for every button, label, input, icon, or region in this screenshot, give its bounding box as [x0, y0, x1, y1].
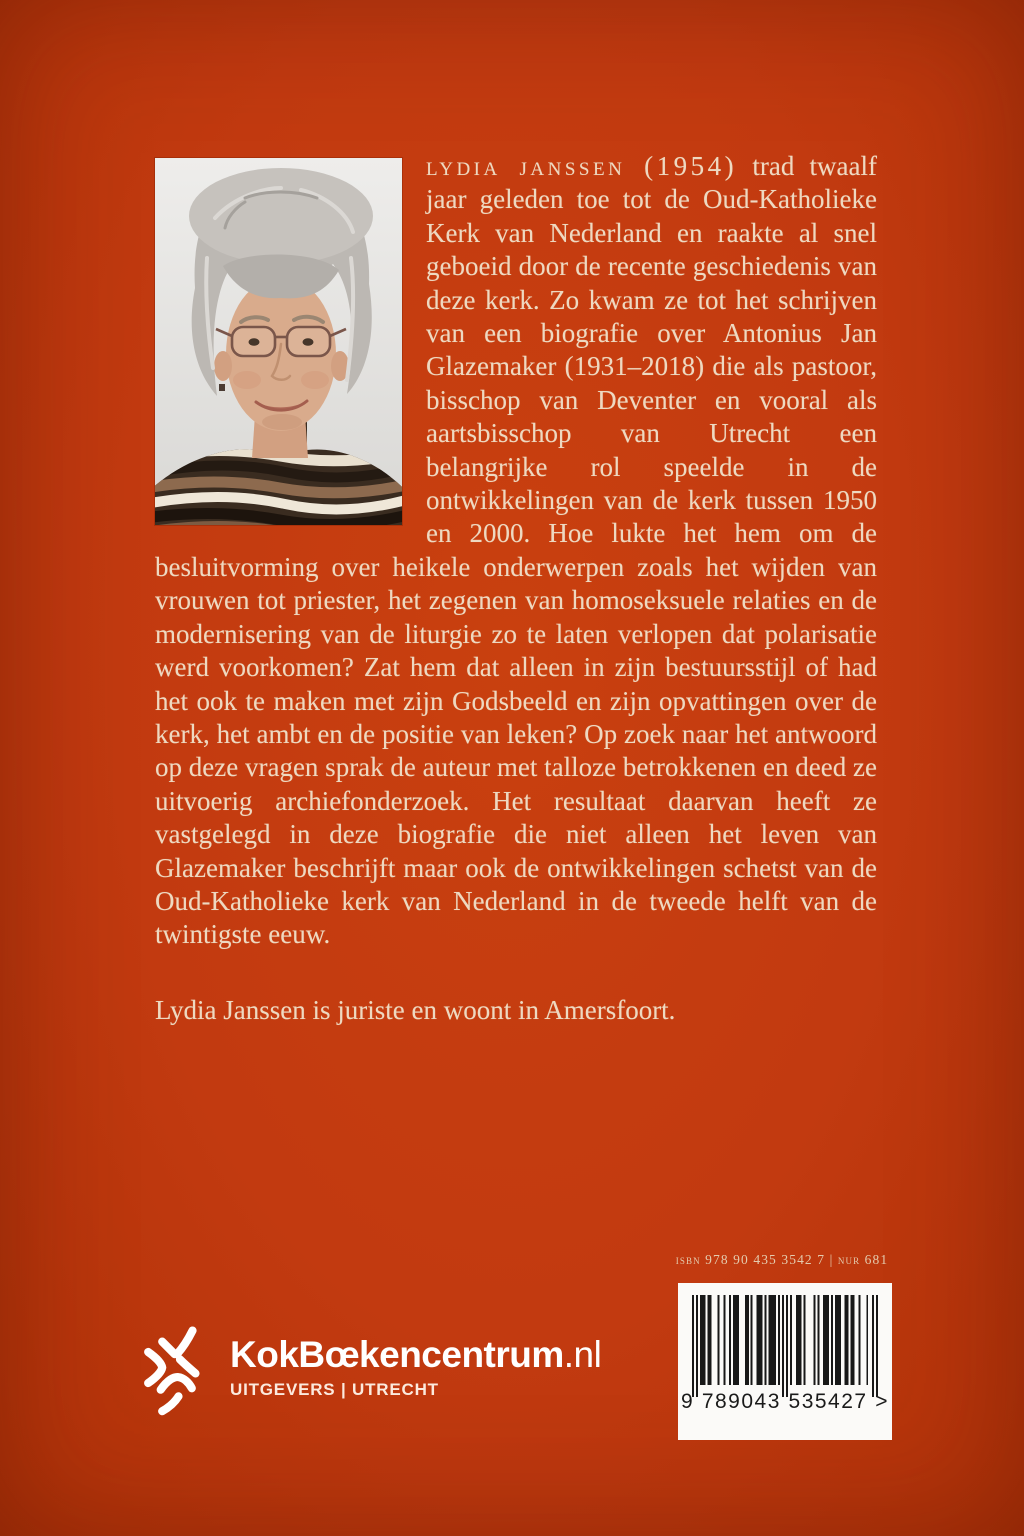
- blurb-paragraph: [155, 150, 877, 952]
- publisher-name-main: KokBœkencentrum: [230, 1334, 564, 1375]
- barcode-digits: [681, 1391, 889, 1412]
- barcode-panel: [678, 1283, 892, 1440]
- barcode-bars: [692, 1295, 878, 1397]
- publisher-name-suffix: .nl: [563, 1334, 602, 1375]
- publisher-name: [230, 1336, 601, 1373]
- barcode-quiet-zone-arrow: >: [875, 1390, 889, 1413]
- blurb-text-block: [155, 150, 877, 1027]
- isbn-nur-line: isbn 978 90 435 3542 7 | nur 681: [675, 1252, 889, 1267]
- barcode-digits-right-group: 535427: [788, 1390, 868, 1413]
- author-note: Lydia Janssen is juriste en woont in Amersfoort.: [155, 994, 676, 1025]
- author-photo: [155, 158, 402, 525]
- blurb-body: trad twaalf jaar geleden toe tot de Oud-Katholieke Kerk van Nederland en raakte al snel geboeid door de recente geschiedenis van deze kerk. Zo kwam ze tot het schrijven van een biografie over Antonius Jan Glazemaker (1931–2018) die als pastoor, bisschop van Deventer en vooral als aartsbisschop van Utrecht een belangrijke rol speelde in de ontwikkelingen van de kerk tussen 1950 en 2000. Hoe lukte het hem om de besluitvorming over heikele onderwerpen zoals het wijden van vrouwen tot priester, het zegenen van homoseksuele relaties en de modernisering van de liturgie zo te laten verlopen dat polarisatie werd voorkomen? Zat hem dat alleen in zijn bestuursstijl of had het ook te maken met zijn Godsbeeld en zijn opvattingen over de kerk, het ambt en de positie van leken? Op zoek naar het antwoord op deze vragen sprak de auteur met talloze betrokkenen en deed ze uitvoerig archiefonderzoek. Het resultaat daarvan heeft ze vastgelegd in deze biografie die niet alleen het leven van Glazemaker beschrijft maar ook de ontwikkelingen schetst van de Oud-Katholieke kerk van Nederland in de tweede helft van de twintigste eeuw.: [155, 151, 877, 950]
- barcode-digit-lead: 9: [681, 1390, 695, 1413]
- author-name-smallcaps: lydia janssen (1954): [426, 151, 738, 181]
- publisher-spark-icon: [140, 1320, 214, 1418]
- publisher-wordmark: [230, 1336, 601, 1400]
- barcode-digits-left-group: 789043: [701, 1390, 781, 1413]
- publisher-tagline: UITGEVERS | UTRECHT: [230, 1380, 439, 1399]
- author-photo-illustration: [155, 158, 402, 525]
- publisher-logo: [140, 1318, 601, 1418]
